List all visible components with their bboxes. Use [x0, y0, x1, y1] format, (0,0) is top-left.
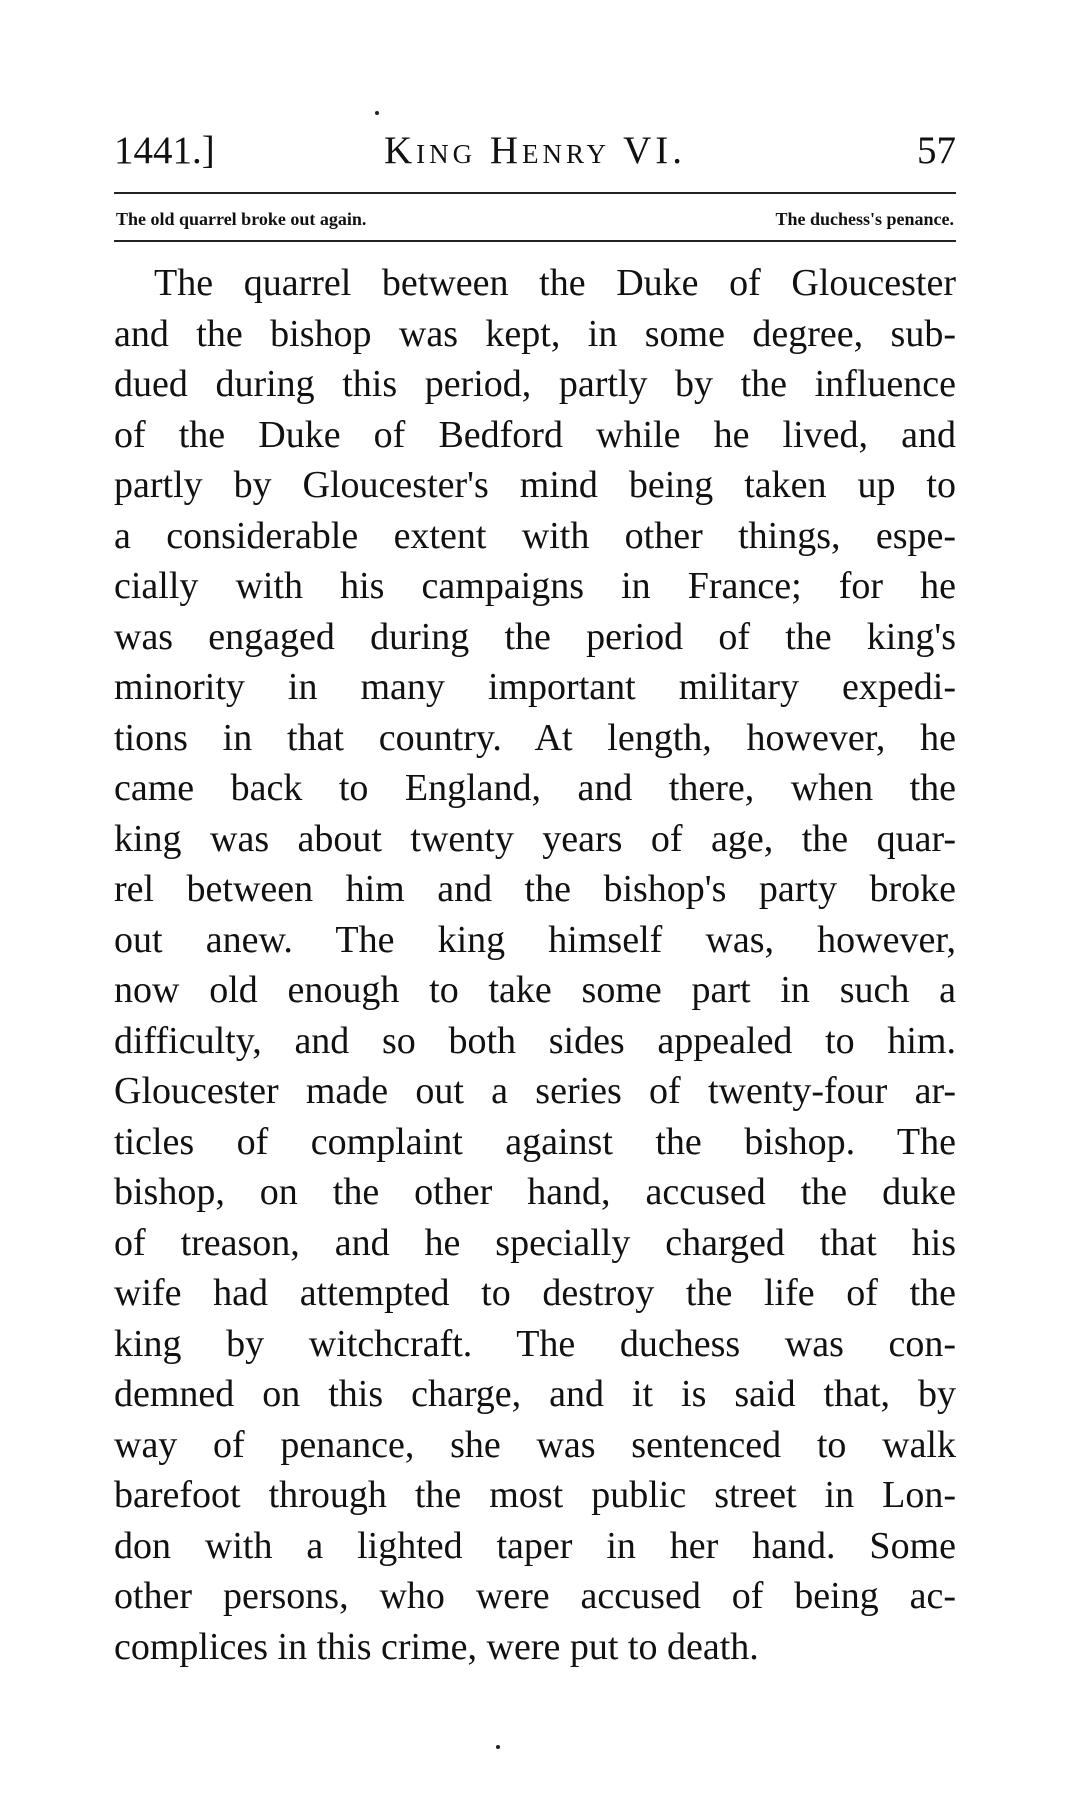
text-line: king was about twenty years of age, the quar- [114, 817, 956, 860]
text-line: and the bishop was kept, in some degree, sub- [114, 312, 956, 355]
text-line: of the Duke of Bedford while he lived, and [114, 413, 956, 456]
text-line: Gloucester made out a series of twenty-four ar- [114, 1070, 956, 1112]
text-line: out anew. The king himself was, however, [114, 918, 956, 961]
text-line: rel between him and the bishop's party broke [114, 868, 956, 910]
text-line: complices in this crime, were put to death. [114, 1625, 759, 1668]
text-line: way of penance, she was sentenced to walk [114, 1423, 956, 1466]
text-line: tions in that country. At length, however, he [114, 716, 956, 759]
text-line: of treason, and he specially charged that his [114, 1221, 956, 1264]
page-number: 57 [917, 129, 956, 172]
header-rule-bottom [114, 240, 956, 242]
text-line: dued during this period, partly by the influence [114, 363, 956, 405]
text-line: king by witchcraft. The duchess was con- [114, 1322, 956, 1365]
text-line: partly by Gloucester's mind being taken up to [114, 464, 956, 506]
text-line: difficulty, and so both sides appealed to him. [114, 1019, 956, 1062]
text-line: ticles of complaint against the bishop. The [114, 1120, 956, 1163]
printer-mark-bottom [496, 1745, 500, 1749]
running-head [114, 125, 956, 177]
text-line: a considerable extent with other things, espe- [114, 514, 956, 557]
header-year: 1441.] [114, 129, 215, 172]
text-line: minority in many important military expedi- [114, 666, 956, 708]
text-line: The quarrel between the Duke of Gloucester [154, 262, 956, 304]
header-title: King Henry VI. [383, 129, 687, 172]
shoulder-notes [114, 206, 956, 232]
shoulder-note-left: The old quarrel broke out again. [116, 209, 367, 229]
text-line: bishop, on the other hand, accused the duke [114, 1171, 956, 1213]
text-line: now old enough to take some part in such a [114, 969, 956, 1011]
text-line: barefoot through the most public street in Lon- [114, 1474, 956, 1516]
shoulder-note-right: The duchess's penance. [775, 209, 954, 229]
body-paragraph [114, 258, 956, 1672]
text-line: don with a lighted taper in her hand. Some [114, 1524, 956, 1567]
text-line: cially with his campaigns in France; for he [114, 565, 956, 607]
text-line: demned on this charge, and it is said that, by [114, 1373, 956, 1415]
text-line: came back to England, and there, when the [114, 767, 956, 809]
header-rule-top [114, 192, 956, 194]
text-line: other persons, who were accused of being ac- [114, 1575, 956, 1617]
printer-mark-top [375, 111, 379, 115]
text-line: was engaged during the period of the king's [114, 615, 956, 658]
text-line: wife had attempted to destroy the life of the [114, 1272, 956, 1314]
